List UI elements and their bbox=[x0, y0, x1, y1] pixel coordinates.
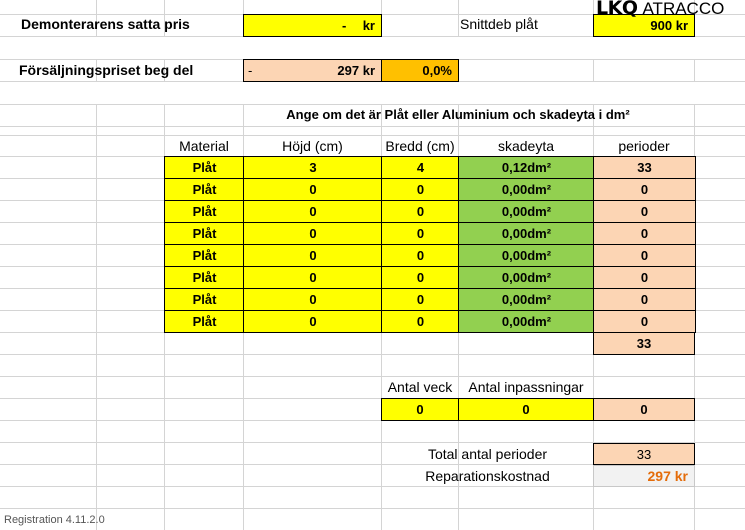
bredd-cell[interactable]: 0 bbox=[381, 288, 460, 311]
antal-veck-input[interactable]: 0 bbox=[381, 398, 459, 421]
perioder-cell: 0 bbox=[593, 266, 696, 289]
hojd-cell[interactable]: 0 bbox=[243, 200, 383, 223]
total-perioder-value: 33 bbox=[593, 443, 695, 465]
perioder-cell: 0 bbox=[593, 288, 696, 311]
perioder-cell: 33 bbox=[593, 156, 696, 179]
skadeyta-cell: 0,00dm² bbox=[458, 244, 595, 267]
hojd-cell[interactable]: 0 bbox=[243, 178, 383, 201]
forsaljning-label: Försäljningspriset beg del bbox=[19, 62, 194, 78]
hojd-cell[interactable]: 0 bbox=[243, 266, 383, 289]
forsaljning-dash: - bbox=[248, 63, 253, 78]
instruction-text: Ange om det är Plåt eller Aluminium och skadeyta i dm² bbox=[286, 107, 630, 122]
material-cell[interactable]: Plåt bbox=[164, 200, 245, 223]
col-header-skadeyta: skadeyta bbox=[497, 138, 555, 154]
skadeyta-cell: 0,00dm² bbox=[458, 310, 595, 333]
demonterare-dash: - bbox=[342, 18, 347, 33]
bredd-cell[interactable]: 4 bbox=[381, 156, 460, 179]
col-header-material: Material bbox=[179, 138, 229, 154]
skadeyta-cell: 0,00dm² bbox=[458, 222, 595, 245]
col-header-bredd: Bredd (cm) bbox=[385, 138, 455, 154]
hojd-cell[interactable]: 0 bbox=[243, 288, 383, 311]
perioder-cell: 0 bbox=[593, 200, 696, 223]
snittdeb-value[interactable]: 900 kr bbox=[593, 14, 695, 37]
extra-perioder: 0 bbox=[593, 398, 695, 421]
material-cell[interactable]: Plåt bbox=[164, 178, 245, 201]
forsaljning-price-cell[interactable] bbox=[243, 59, 382, 82]
bredd-cell[interactable]: 0 bbox=[381, 244, 460, 267]
skadeyta-cell: 0,00dm² bbox=[458, 200, 595, 223]
lkq-atracco-logo: LKQ ATRACCO bbox=[596, 0, 725, 19]
reparationskostnad-label: Reparationskostnad bbox=[425, 468, 550, 484]
reparationskostnad-amount: 297 kr bbox=[647, 468, 688, 484]
material-cell[interactable]: Plåt bbox=[164, 288, 245, 311]
bredd-cell[interactable]: 0 bbox=[381, 310, 460, 333]
skadeyta-cell: 0,12dm² bbox=[458, 156, 595, 179]
bredd-cell[interactable]: 0 bbox=[381, 200, 460, 223]
demonterare-label: Demonterarens satta pris bbox=[21, 16, 190, 32]
demonterare-unit: kr bbox=[362, 18, 375, 33]
snittdeb-label: Snittdeb plåt bbox=[460, 16, 538, 32]
registration-version: Registration 4.11.2.0 bbox=[4, 514, 105, 526]
col-header-hojd: Höjd (cm) bbox=[282, 138, 343, 154]
forsaljning-percent[interactable]: 0,0% bbox=[381, 59, 459, 82]
perioder-cell: 0 bbox=[593, 178, 696, 201]
antal-inpassningar-input[interactable]: 0 bbox=[458, 398, 594, 421]
hojd-cell[interactable]: 0 bbox=[243, 222, 383, 245]
material-cell[interactable]: Plåt bbox=[164, 310, 245, 333]
material-cell[interactable]: Plåt bbox=[164, 222, 245, 245]
demonterare-price-input[interactable] bbox=[243, 14, 382, 37]
hojd-cell[interactable]: 0 bbox=[243, 310, 383, 333]
perioder-cell: 0 bbox=[593, 310, 696, 333]
hojd-cell[interactable]: 3 bbox=[243, 156, 383, 179]
total-perioder-label: Total antal perioder bbox=[427, 446, 548, 462]
bredd-cell[interactable]: 0 bbox=[381, 178, 460, 201]
antal-veck-label: Antal veck bbox=[387, 379, 453, 395]
skadeyta-cell: 0,00dm² bbox=[458, 266, 595, 289]
bredd-cell[interactable]: 0 bbox=[381, 266, 460, 289]
material-cell[interactable]: Plåt bbox=[164, 244, 245, 267]
bredd-cell[interactable]: 0 bbox=[381, 222, 460, 245]
skadeyta-cell: 0,00dm² bbox=[458, 288, 595, 311]
perioder-cell: 0 bbox=[593, 244, 696, 267]
perioder-cell: 0 bbox=[593, 222, 696, 245]
reparationskostnad-value bbox=[593, 465, 695, 487]
antal-inpassningar-label: Antal inpassningar bbox=[468, 379, 584, 395]
material-cell[interactable]: Plåt bbox=[164, 266, 245, 289]
sum-perioder: 33 bbox=[593, 332, 695, 355]
hojd-cell[interactable]: 0 bbox=[243, 244, 383, 267]
forsaljning-value: 297 kr bbox=[337, 63, 375, 78]
col-header-perioder: perioder bbox=[618, 138, 670, 154]
material-cell[interactable]: Plåt bbox=[164, 156, 245, 179]
skadeyta-cell: 0,00dm² bbox=[458, 178, 595, 201]
